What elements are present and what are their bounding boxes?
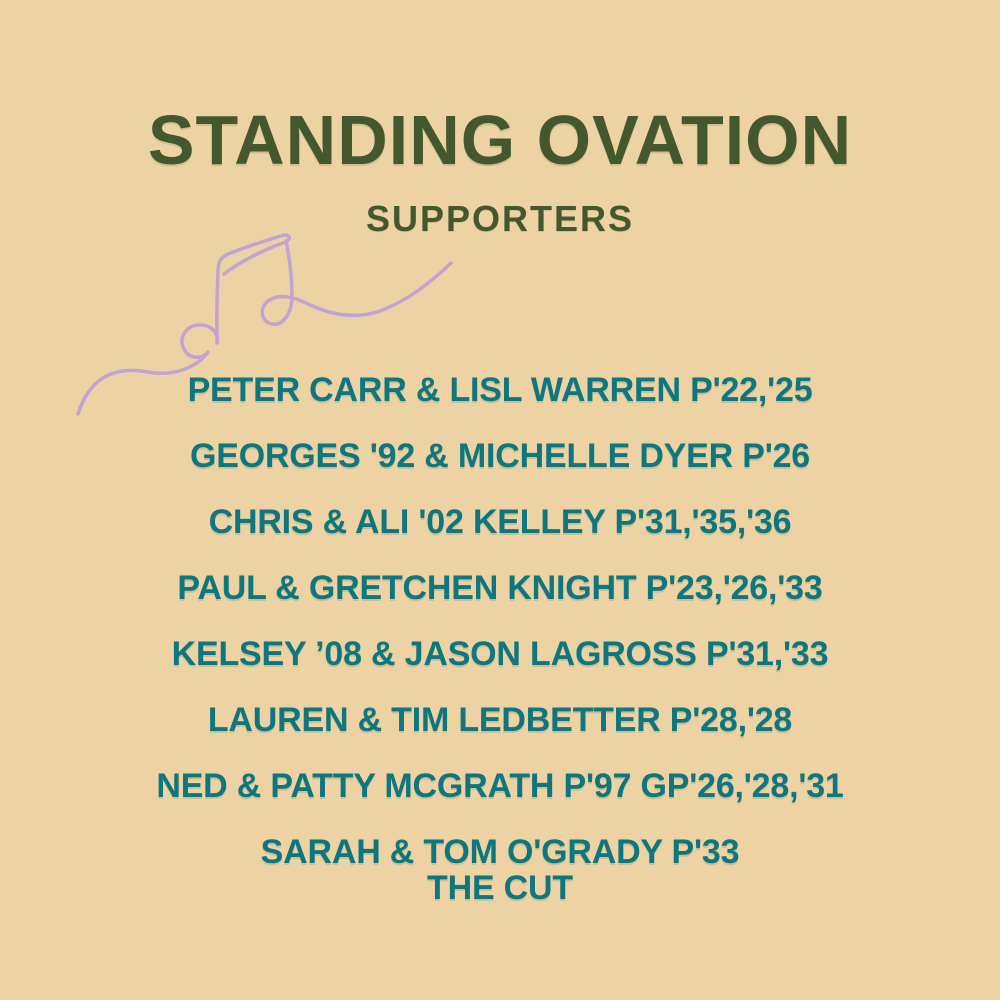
supporter-name: CHRIS & ALI '02 KELLEY P'31,'35,'36 — [208, 503, 792, 541]
supporter-name: PAUL & GRETCHEN KNIGHT P'23,'26,'33 — [177, 569, 823, 607]
supporter-name: LAUREN & TIM LEDBETTER P'28,'28 — [207, 701, 793, 739]
supporter-name: SARAH & TOM O'GRADY P'33 — [260, 833, 740, 871]
supporter-tagline: THE CUT — [427, 869, 573, 907]
supporter-name: GEORGES '92 & MICHELLE DYER P'26 — [189, 437, 811, 475]
supporter-name: KELSEY ’08 & JASON LAGROSS P'31,'33 — [171, 635, 829, 673]
supporter-name: PETER CARR & LISL WARREN P'22,'25 — [187, 371, 813, 409]
music-note-wave-path — [262, 241, 451, 324]
poster-title: STANDING OVATION — [147, 101, 853, 179]
poster-subtitle: SUPPORTERS — [365, 198, 635, 239]
supporter-name: NED & PATTY MCGRATH P'97 GP'26,'28,'31 — [156, 767, 844, 805]
supporters-list — [0, 372, 1000, 906]
